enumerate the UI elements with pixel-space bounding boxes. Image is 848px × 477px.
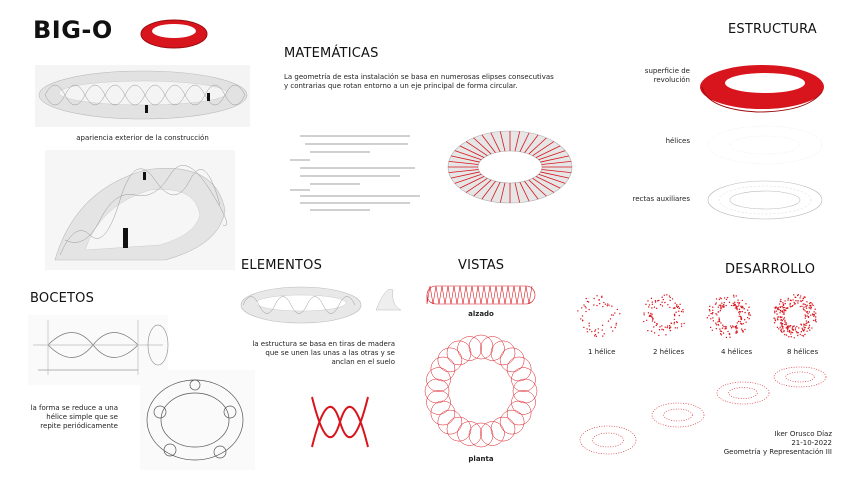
exterior-caption: apariencia exterior de la construcción: [76, 134, 209, 142]
matematicas-heading: MATEMÁTICAS: [284, 46, 379, 61]
desarrollo-label-8: 8 hélices: [787, 348, 819, 356]
estructura-label-rectas: rectas auxiliares: [632, 195, 690, 203]
helix-lines-icon: [705, 122, 825, 168]
elementos-heading: ELEMENTOS: [241, 258, 323, 273]
strip-element-icon: [310, 392, 370, 452]
helix-development-row: [577, 292, 837, 340]
estructura-heading: ESTRUCTURA: [728, 22, 817, 37]
elements-render: [241, 280, 401, 335]
planta-label: planta: [468, 455, 494, 463]
exterior-render-bottom: [45, 150, 235, 270]
credits: [690, 430, 832, 457]
matematicas-description: La geometría de esta instalación se basa en numerosas elipses consecutivas y contrarias que rotan entorno a un eje principal de forma circular.: [284, 73, 554, 90]
torus-logo-icon: [138, 15, 210, 53]
torus-render: [446, 127, 574, 207]
alzado-view: [425, 284, 537, 306]
credit-date: 21-10-2022: [791, 439, 832, 447]
parametric-equations-figure: [290, 132, 425, 212]
credit-author: Iker Orusco Díaz: [774, 430, 832, 438]
desarrollo-label-1: 1 hélice: [588, 348, 616, 356]
elementos-description: la estructura se basa en tiras de madera que se unen las unas a las otras y se anclan en el suelo: [252, 340, 395, 366]
estructura-label-helices: hélices: [665, 137, 690, 145]
vistas-heading: VISTAS: [458, 258, 505, 273]
page-title: BIG-O: [33, 16, 113, 44]
desarrollo-label-2: 2 hélices: [653, 348, 685, 356]
bocetos-heading: BOCETOS: [30, 291, 95, 306]
desarrollo-heading: DESARROLLO: [725, 262, 816, 277]
exterior-render-top: [35, 65, 250, 127]
desarrollo-label-4: 4 hélices: [721, 348, 753, 356]
estructura-label-surface: superficie de revolución: [644, 67, 690, 84]
bocetos-description: la forma se reduce a una hélice simple que se repite periódicamente: [30, 404, 118, 430]
alzado-label: alzado: [468, 310, 494, 318]
revolution-surface-icon: [697, 57, 827, 117]
credit-course: Geometría y Representación III: [723, 448, 832, 456]
planta-view: [423, 333, 539, 449]
sketch-torus: [140, 370, 255, 470]
auxiliary-lines-icon: [705, 177, 825, 223]
